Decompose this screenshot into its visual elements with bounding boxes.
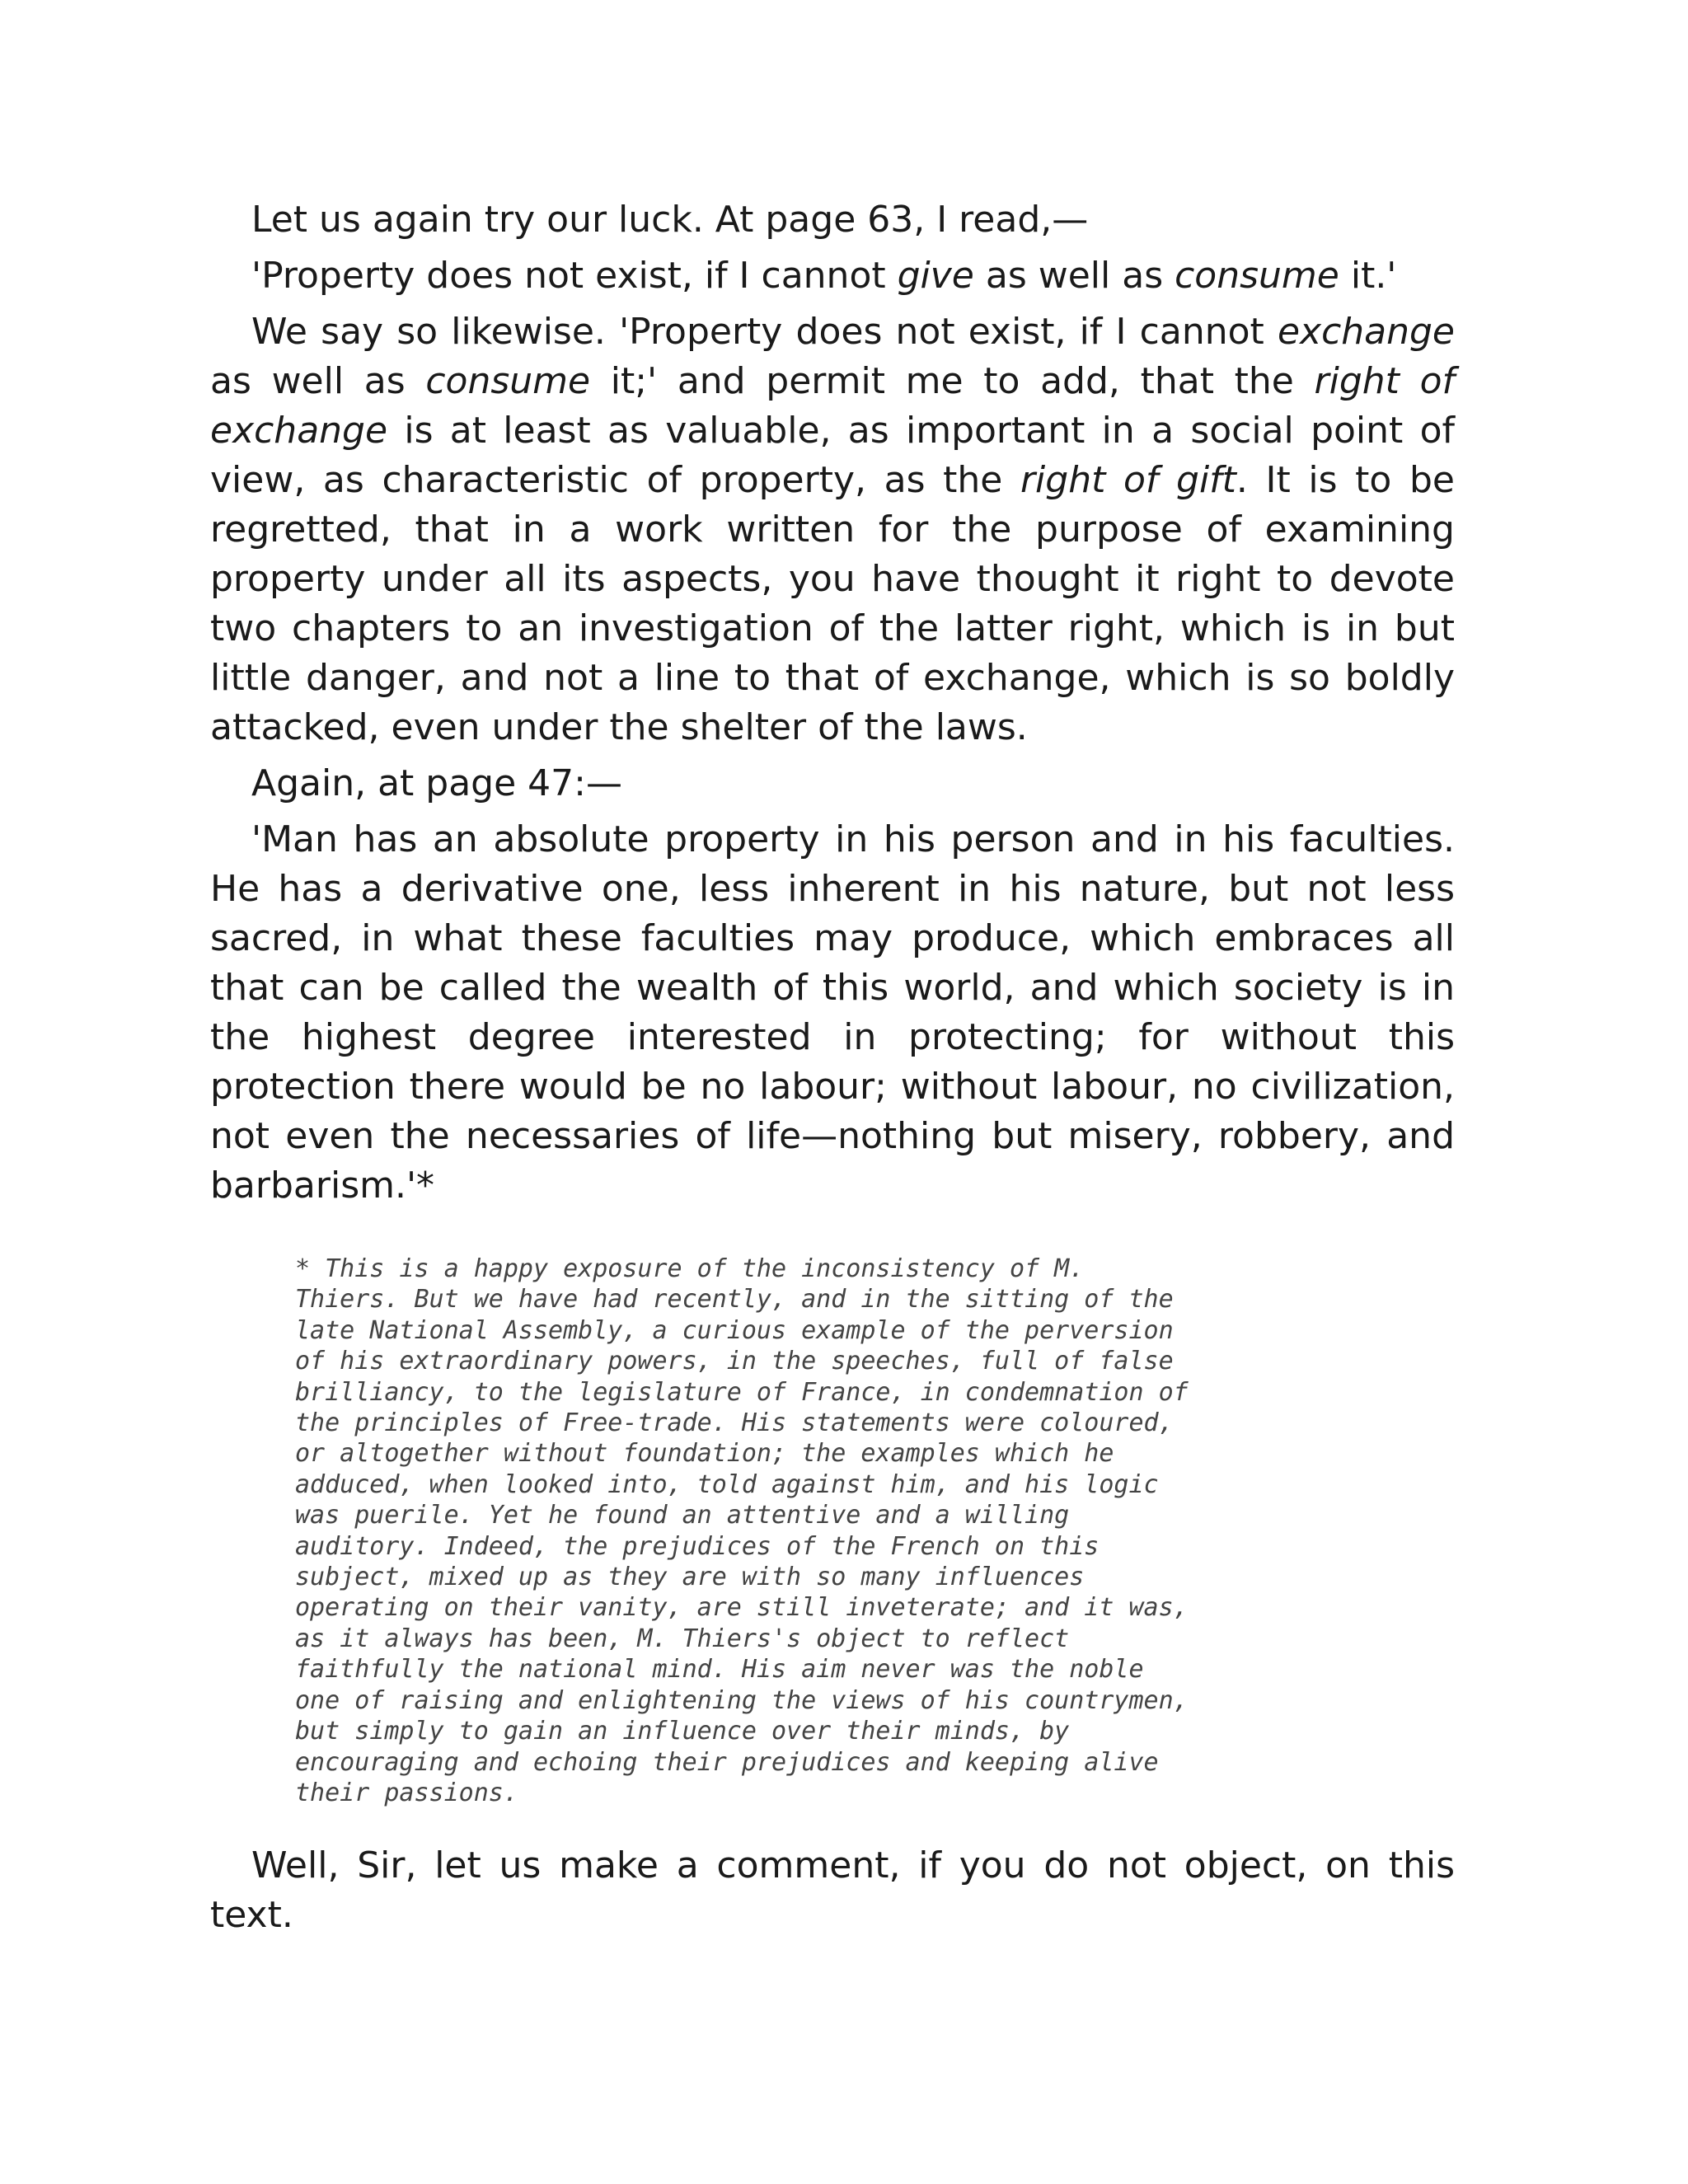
- emphasized-text: exchange: [1277, 311, 1455, 353]
- footnote-line: operating on their vanity, are still inveterate; and it was,: [295, 1593, 1189, 1623]
- text-run: it;' and permit me to add, that the: [590, 360, 1315, 402]
- paragraph: [210, 815, 1455, 1211]
- body-text: [210, 195, 1455, 1211]
- paragraph: [210, 251, 1455, 301]
- footnote-line: auditory. Indeed, the prejudices of the French on this: [295, 1531, 1100, 1561]
- paragraph: [210, 195, 1455, 245]
- text-run: is at least as valuable, as important in a social point of view, as characteristic of property, as the: [210, 410, 1455, 501]
- footnote-line: one of raising and enlightening the views of his countrymen,: [295, 1685, 1189, 1715]
- footnote-line: Thiers. But we have had recently, and in the sitting of the: [295, 1285, 1174, 1315]
- document-page: [210, 195, 1455, 1947]
- emphasized-text: consume: [1175, 255, 1339, 297]
- footnote-line: encouraging and echoing their prejudices and keeping alive: [295, 1747, 1159, 1777]
- paragraph: [210, 759, 1455, 808]
- emphasized-text: right of exchange: [210, 360, 1455, 452]
- emphasized-text: consume: [425, 360, 591, 402]
- footnote-line: subject, mixed up as they are with so many influences: [295, 1563, 1085, 1592]
- footnote-line: * This is a happy exposure of the inconsistency of M.: [295, 1254, 1085, 1283]
- footnote-line: the principles of Free-trade. His statements were coloured,: [295, 1408, 1174, 1438]
- text-run: as well as: [973, 255, 1175, 297]
- text-run: as well as: [210, 360, 426, 402]
- footnote-line: their passions.: [295, 1778, 518, 1807]
- footnote-line: adduced, when looked into, told against him, and his logic: [295, 1469, 1159, 1499]
- footnote-line: but simply to gain an influence over their minds, by: [295, 1717, 1070, 1746]
- footnote-line: was puerile. Yet he found an attentive and a willing: [295, 1501, 1070, 1530]
- footnote-line: faithfully the national mind. His aim never was the noble: [295, 1655, 1144, 1685]
- text-run: 'Property does not exist, if I cannot: [251, 255, 898, 297]
- text-run: Let us again try our luck. At page 63, I read,—: [251, 199, 1089, 241]
- footnote-line: or altogether without foundation; the examples which he: [295, 1439, 1114, 1469]
- text-run: . It is to be regretted, that in a work written for the purpose of examining property under all its aspects, you have thought it right to devote two chapters to an investigation of the latter right, which is in but little danger, and not a line to that of exchange, which is so boldly attacked, even under the shelter of the laws.: [210, 459, 1455, 748]
- text-run: it.': [1339, 255, 1397, 297]
- text-run: 'Man has an absolute property in his person and in his faculties. He has a derivative one, less inherent in his nature, but not less sacred, in what these faculties may produce, which embraces all that can be called the wealth of this world, and which society is in the highest degree interested in protecting; for without this protection there would be no labour; without labour, no civilization, not even the necessaries of life—nothing but misery, robbery, and barbarism.'*: [210, 818, 1455, 1207]
- paragraph: [210, 307, 1455, 752]
- emphasized-text: right of gift: [1020, 459, 1236, 501]
- footnote-line: as it always has been, M. Thiers's object to reflect: [295, 1624, 1070, 1653]
- footnote-line: brilliancy, to the legislature of France, in condemnation of: [295, 1377, 1189, 1407]
- text-run: Again, at page 47:—: [251, 762, 622, 804]
- footnote: [295, 1254, 1367, 1808]
- text-run: We say so likewise. 'Property does not exist, if I cannot: [251, 311, 1278, 353]
- footnote-line: of his extraordinary powers, in the speeches, full of false: [295, 1347, 1174, 1376]
- closing-paragraph: Well, Sir, let us make a comment, if you do not object, on this text.: [210, 1844, 1455, 1937]
- footnote-line: late National Assembly, a curious example of the perversion: [295, 1315, 1174, 1345]
- emphasized-text: give: [897, 255, 974, 297]
